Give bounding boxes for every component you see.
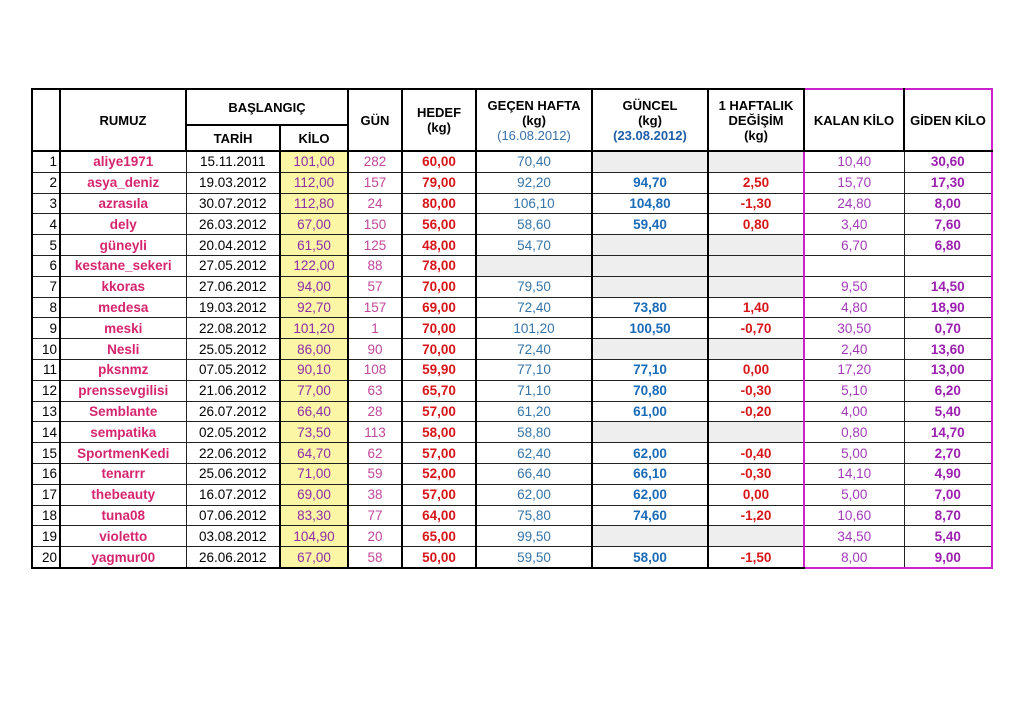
- start-weight-cell: 94,00: [280, 276, 348, 297]
- weekly-change-cell: [708, 235, 804, 256]
- start-date-cell: 07.05.2012: [186, 359, 280, 380]
- remaining-weight-cell: 10,60: [804, 505, 904, 526]
- table-row: [32, 235, 992, 256]
- weekly-change-cell: -0,20: [708, 401, 804, 422]
- table-row: [32, 297, 992, 318]
- remaining-weight-cell: 0,80: [804, 422, 904, 443]
- last-week-weight-cell: 58,60: [476, 214, 592, 235]
- current-weight-cell: [592, 339, 708, 360]
- row-number: 4: [32, 214, 60, 235]
- days-cell: 150: [348, 214, 402, 235]
- remaining-weight-cell: 10,40: [804, 151, 904, 172]
- table-row: [32, 422, 992, 443]
- current-weight-cell: [592, 151, 708, 172]
- lost-weight-cell: 7,60: [904, 214, 992, 235]
- remaining-weight-cell: 9,50: [804, 276, 904, 297]
- days-cell: 24: [348, 193, 402, 214]
- rumuz-cell: tenarrr: [60, 463, 186, 484]
- row-number: 17: [32, 484, 60, 505]
- days-cell: 62: [348, 443, 402, 464]
- weekly-change-cell: -1,50: [708, 547, 804, 568]
- lost-weight-cell: 13,60: [904, 339, 992, 360]
- rumuz-cell: dely: [60, 214, 186, 235]
- header-no: [32, 89, 60, 151]
- current-weight-cell: 66,10: [592, 463, 708, 484]
- table-row: [32, 526, 992, 547]
- row-number: 16: [32, 463, 60, 484]
- row-number: 1: [32, 151, 60, 172]
- row-number: 20: [32, 547, 60, 568]
- target-weight-cell: 52,00: [402, 463, 476, 484]
- weekly-change-cell: 1,40: [708, 297, 804, 318]
- last-week-weight-cell: 101,20: [476, 318, 592, 339]
- remaining-weight-cell: [804, 255, 904, 276]
- start-date-cell: 20.04.2012: [186, 235, 280, 256]
- target-weight-cell: 56,00: [402, 214, 476, 235]
- days-cell: 1: [348, 318, 402, 339]
- target-weight-cell: 79,00: [402, 172, 476, 193]
- start-date-cell: 07.06.2012: [186, 505, 280, 526]
- current-weight-cell: 70,80: [592, 380, 708, 401]
- weekly-change-cell: 2,50: [708, 172, 804, 193]
- rumuz-cell: pksnmz: [60, 359, 186, 380]
- start-date-cell: 22.06.2012: [186, 443, 280, 464]
- lost-weight-cell: 14,70: [904, 422, 992, 443]
- rumuz-cell: azrasıla: [60, 193, 186, 214]
- row-number: 19: [32, 526, 60, 547]
- lost-weight-cell: 6,80: [904, 235, 992, 256]
- last-week-weight-cell: 77,10: [476, 359, 592, 380]
- target-weight-cell: 80,00: [402, 193, 476, 214]
- start-date-cell: 21.06.2012: [186, 380, 280, 401]
- header-degisim-line3: (kg): [744, 127, 768, 143]
- current-weight-cell: 62,00: [592, 443, 708, 464]
- rumuz-cell: medesa: [60, 297, 186, 318]
- target-weight-cell: 59,90: [402, 359, 476, 380]
- remaining-weight-cell: 5,00: [804, 484, 904, 505]
- header-gecen-hafta: [476, 89, 592, 151]
- header-hedef: [402, 89, 476, 151]
- table-row: [32, 255, 992, 276]
- current-weight-cell: 104,80: [592, 193, 708, 214]
- remaining-weight-cell: 5,00: [804, 443, 904, 464]
- header-kalan: KALAN KİLO: [804, 89, 904, 151]
- header-guncel-date: (23.08.2012): [613, 127, 687, 143]
- remaining-weight-cell: 8,00: [804, 547, 904, 568]
- weekly-change-cell: -0,40: [708, 443, 804, 464]
- table-row: [32, 214, 992, 235]
- target-weight-cell: 70,00: [402, 318, 476, 339]
- weekly-change-cell: 0,00: [708, 359, 804, 380]
- start-weight-cell: 90,10: [280, 359, 348, 380]
- last-week-weight-cell: 58,80: [476, 422, 592, 443]
- remaining-weight-cell: 15,70: [804, 172, 904, 193]
- table-row: [32, 380, 992, 401]
- days-cell: 125: [348, 235, 402, 256]
- weekly-change-cell: 0,80: [708, 214, 804, 235]
- days-cell: 88: [348, 255, 402, 276]
- remaining-weight-cell: 17,20: [804, 359, 904, 380]
- remaining-weight-cell: 6,70: [804, 235, 904, 256]
- current-weight-cell: 100,50: [592, 318, 708, 339]
- table-body: [32, 151, 992, 568]
- last-week-weight-cell: 71,10: [476, 380, 592, 401]
- start-date-cell: 19.03.2012: [186, 172, 280, 193]
- lost-weight-cell: 0,70: [904, 318, 992, 339]
- target-weight-cell: 70,00: [402, 339, 476, 360]
- weekly-change-cell: [708, 422, 804, 443]
- weekly-change-cell: [708, 255, 804, 276]
- row-number: 2: [32, 172, 60, 193]
- start-date-cell: 25.06.2012: [186, 463, 280, 484]
- rumuz-cell: SportmenKedi: [60, 443, 186, 464]
- start-weight-cell: 112,80: [280, 193, 348, 214]
- remaining-weight-cell: 4,80: [804, 297, 904, 318]
- current-weight-cell: [592, 526, 708, 547]
- target-weight-cell: 64,00: [402, 505, 476, 526]
- table-row: [32, 276, 992, 297]
- last-week-weight-cell: 79,50: [476, 276, 592, 297]
- start-weight-cell: 77,00: [280, 380, 348, 401]
- start-weight-cell: 73,50: [280, 422, 348, 443]
- row-number: 7: [32, 276, 60, 297]
- header-degisim: [708, 89, 804, 151]
- header-degisim-line2: DEĞİŞİM: [728, 112, 784, 128]
- last-week-weight-cell: 72,40: [476, 339, 592, 360]
- weekly-change-cell: -1,20: [708, 505, 804, 526]
- remaining-weight-cell: 3,40: [804, 214, 904, 235]
- table-row: [32, 463, 992, 484]
- rumuz-cell: güneyli: [60, 235, 186, 256]
- lost-weight-cell: 2,70: [904, 443, 992, 464]
- days-cell: 108: [348, 359, 402, 380]
- days-cell: 157: [348, 297, 402, 318]
- current-weight-cell: 58,00: [592, 547, 708, 568]
- rumuz-cell: sempatika: [60, 422, 186, 443]
- weight-table: [31, 88, 993, 569]
- table-row: [32, 318, 992, 339]
- header-gecen-line1: GEÇEN HAFTA: [487, 97, 581, 113]
- table-row: [32, 443, 992, 464]
- row-number: 13: [32, 401, 60, 422]
- last-week-weight-cell: [476, 255, 592, 276]
- last-week-weight-cell: 99,50: [476, 526, 592, 547]
- row-number: 5: [32, 235, 60, 256]
- start-weight-cell: 104,90: [280, 526, 348, 547]
- days-cell: 77: [348, 505, 402, 526]
- weekly-change-cell: -1,30: [708, 193, 804, 214]
- lost-weight-cell: 5,40: [904, 401, 992, 422]
- remaining-weight-cell: 14,10: [804, 463, 904, 484]
- current-weight-cell: 94,70: [592, 172, 708, 193]
- rumuz-cell: Nesli: [60, 339, 186, 360]
- last-week-weight-cell: 92,20: [476, 172, 592, 193]
- lost-weight-cell: 8,00: [904, 193, 992, 214]
- rumuz-cell: Semblante: [60, 401, 186, 422]
- lost-weight-cell: 13,00: [904, 359, 992, 380]
- rumuz-cell: meski: [60, 318, 186, 339]
- start-weight-cell: 66,40: [280, 401, 348, 422]
- start-weight-cell: 92,70: [280, 297, 348, 318]
- header-gecen-date: (16.08.2012): [497, 127, 571, 143]
- row-number: 14: [32, 422, 60, 443]
- remaining-weight-cell: 24,80: [804, 193, 904, 214]
- rumuz-cell: aliye1971: [60, 151, 186, 172]
- current-weight-cell: 74,60: [592, 505, 708, 526]
- target-weight-cell: 65,00: [402, 526, 476, 547]
- start-weight-cell: 67,00: [280, 214, 348, 235]
- target-weight-cell: 50,00: [402, 547, 476, 568]
- header-giden: GİDEN KİLO: [904, 89, 992, 151]
- start-date-cell: 03.08.2012: [186, 526, 280, 547]
- target-weight-cell: 57,00: [402, 443, 476, 464]
- target-weight-cell: 69,00: [402, 297, 476, 318]
- last-week-weight-cell: 72,40: [476, 297, 592, 318]
- table-row: [32, 339, 992, 360]
- row-number: 12: [32, 380, 60, 401]
- last-week-weight-cell: 70,40: [476, 151, 592, 172]
- last-week-weight-cell: 106,10: [476, 193, 592, 214]
- remaining-weight-cell: 2,40: [804, 339, 904, 360]
- header-hedef-line1: HEDEF: [416, 105, 462, 120]
- days-cell: 113: [348, 422, 402, 443]
- start-weight-cell: 122,00: [280, 255, 348, 276]
- current-weight-cell: 77,10: [592, 359, 708, 380]
- rumuz-cell: tuna08: [60, 505, 186, 526]
- current-weight-cell: 59,40: [592, 214, 708, 235]
- start-weight-cell: 112,00: [280, 172, 348, 193]
- target-weight-cell: 57,00: [402, 401, 476, 422]
- start-date-cell: 19.03.2012: [186, 297, 280, 318]
- start-date-cell: 15.11.2011: [186, 151, 280, 172]
- table-row: [32, 193, 992, 214]
- row-number: 18: [32, 505, 60, 526]
- weekly-change-cell: [708, 526, 804, 547]
- start-weight-cell: 86,00: [280, 339, 348, 360]
- last-week-weight-cell: 54,70: [476, 235, 592, 256]
- table-row: [32, 401, 992, 422]
- start-weight-cell: 64,70: [280, 443, 348, 464]
- days-cell: 282: [348, 151, 402, 172]
- current-weight-cell: [592, 276, 708, 297]
- start-date-cell: 27.05.2012: [186, 255, 280, 276]
- lost-weight-cell: 4,90: [904, 463, 992, 484]
- table-row: [32, 172, 992, 193]
- target-weight-cell: 65,70: [402, 380, 476, 401]
- table-row: [32, 505, 992, 526]
- start-weight-cell: 67,00: [280, 547, 348, 568]
- lost-weight-cell: 8,70: [904, 505, 992, 526]
- weekly-change-cell: [708, 339, 804, 360]
- lost-weight-cell: 18,90: [904, 297, 992, 318]
- weekly-change-cell: [708, 276, 804, 297]
- header-guncel-line2: (kg): [638, 112, 662, 128]
- row-number: 11: [32, 359, 60, 380]
- rumuz-cell: thebeauty: [60, 484, 186, 505]
- current-weight-cell: [592, 235, 708, 256]
- days-cell: 28: [348, 401, 402, 422]
- lost-weight-cell: 30,60: [904, 151, 992, 172]
- days-cell: 90: [348, 339, 402, 360]
- header-kilo: KİLO: [280, 125, 348, 151]
- lost-weight-cell: 6,20: [904, 380, 992, 401]
- start-date-cell: 25.05.2012: [186, 339, 280, 360]
- target-weight-cell: 78,00: [402, 255, 476, 276]
- row-number: 10: [32, 339, 60, 360]
- header-hedef-line2: (kg): [427, 120, 451, 135]
- weight-tracking-sheet: [31, 88, 993, 569]
- target-weight-cell: 57,00: [402, 484, 476, 505]
- current-weight-cell: 73,80: [592, 297, 708, 318]
- rumuz-cell: yagmur00: [60, 547, 186, 568]
- current-weight-cell: 62,00: [592, 484, 708, 505]
- target-weight-cell: 70,00: [402, 276, 476, 297]
- row-number: 6: [32, 255, 60, 276]
- rumuz-cell: asya_deniz: [60, 172, 186, 193]
- lost-weight-cell: 17,30: [904, 172, 992, 193]
- last-week-weight-cell: 62,00: [476, 484, 592, 505]
- weekly-change-cell: 0,00: [708, 484, 804, 505]
- start-weight-cell: 69,00: [280, 484, 348, 505]
- start-date-cell: 02.05.2012: [186, 422, 280, 443]
- start-date-cell: 16.07.2012: [186, 484, 280, 505]
- table-row: [32, 151, 992, 172]
- start-weight-cell: 101,00: [280, 151, 348, 172]
- days-cell: 59: [348, 463, 402, 484]
- rumuz-cell: violetto: [60, 526, 186, 547]
- days-cell: 57: [348, 276, 402, 297]
- table-row: [32, 547, 992, 568]
- last-week-weight-cell: 75,80: [476, 505, 592, 526]
- last-week-weight-cell: 66,40: [476, 463, 592, 484]
- start-date-cell: 30.07.2012: [186, 193, 280, 214]
- current-weight-cell: 61,00: [592, 401, 708, 422]
- days-cell: 38: [348, 484, 402, 505]
- lost-weight-cell: 9,00: [904, 547, 992, 568]
- weekly-change-cell: -0,30: [708, 380, 804, 401]
- table-row: [32, 484, 992, 505]
- target-weight-cell: 48,00: [402, 235, 476, 256]
- current-weight-cell: [592, 255, 708, 276]
- header-gun: GÜN: [348, 89, 402, 151]
- remaining-weight-cell: 34,50: [804, 526, 904, 547]
- rumuz-cell: kkoras: [60, 276, 186, 297]
- lost-weight-cell: [904, 255, 992, 276]
- header-tarih: TARİH: [186, 125, 280, 151]
- target-weight-cell: 58,00: [402, 422, 476, 443]
- header-degisim-line1: 1 HAFTALIK: [718, 97, 794, 113]
- header-guncel: [592, 89, 708, 151]
- remaining-weight-cell: 4,00: [804, 401, 904, 422]
- header-gecen-line2: (kg): [522, 112, 546, 128]
- header-baslangic: BAŞLANGIÇ: [186, 89, 348, 125]
- start-date-cell: 26.07.2012: [186, 401, 280, 422]
- table-row: [32, 359, 992, 380]
- days-cell: 20: [348, 526, 402, 547]
- current-weight-cell: [592, 422, 708, 443]
- lost-weight-cell: 7,00: [904, 484, 992, 505]
- lost-weight-cell: 14,50: [904, 276, 992, 297]
- weekly-change-cell: [708, 151, 804, 172]
- row-number: 8: [32, 297, 60, 318]
- start-date-cell: 27.06.2012: [186, 276, 280, 297]
- start-weight-cell: 61,50: [280, 235, 348, 256]
- header-guncel-line1: GÜNCEL: [622, 97, 678, 113]
- start-date-cell: 26.03.2012: [186, 214, 280, 235]
- lost-weight-cell: 5,40: [904, 526, 992, 547]
- days-cell: 63: [348, 380, 402, 401]
- start-weight-cell: 71,00: [280, 463, 348, 484]
- target-weight-cell: 60,00: [402, 151, 476, 172]
- days-cell: 58: [348, 547, 402, 568]
- last-week-weight-cell: 59,50: [476, 547, 592, 568]
- rumuz-cell: prenssevgilisi: [60, 380, 186, 401]
- weekly-change-cell: -0,70: [708, 318, 804, 339]
- last-week-weight-cell: 62,40: [476, 443, 592, 464]
- row-number: 15: [32, 443, 60, 464]
- start-date-cell: 22.08.2012: [186, 318, 280, 339]
- rumuz-cell: kestane_sekeri: [60, 255, 186, 276]
- row-number: 3: [32, 193, 60, 214]
- start-weight-cell: 83,30: [280, 505, 348, 526]
- remaining-weight-cell: 30,50: [804, 318, 904, 339]
- days-cell: 157: [348, 172, 402, 193]
- start-weight-cell: 101,20: [280, 318, 348, 339]
- header-rumuz: RUMUZ: [60, 89, 186, 151]
- start-date-cell: 26.06.2012: [186, 547, 280, 568]
- last-week-weight-cell: 61,20: [476, 401, 592, 422]
- weekly-change-cell: -0,30: [708, 463, 804, 484]
- remaining-weight-cell: 5,10: [804, 380, 904, 401]
- row-number: 9: [32, 318, 60, 339]
